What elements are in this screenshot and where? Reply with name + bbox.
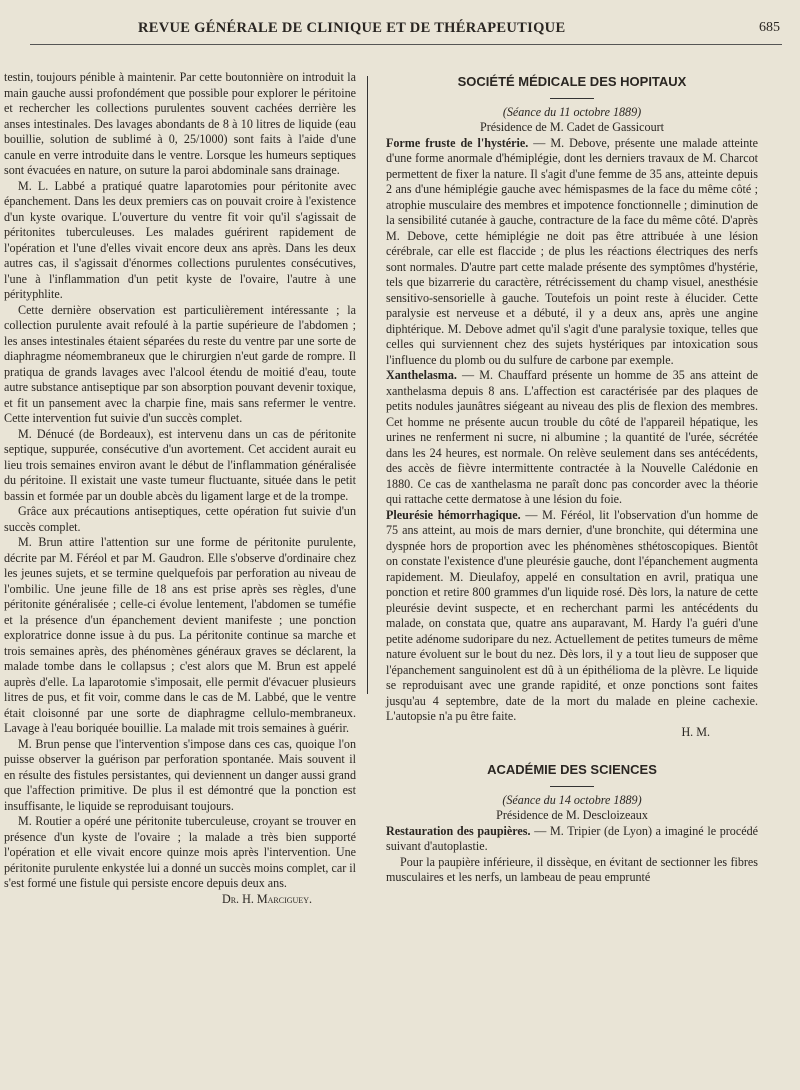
paragraph: M. Routier a opéré une péritonite tuberculeuse, croyant se trouver en présence d'un kyste de l'ovaire ; la malade a très bien supporté l'opération et elle vivait encore quinze mois après l'intervention. Une péritonite purulente enkystée lui a donné un succès moins complet, car il s'est formé une fistule qui persiste encore depuis deux ans. (4, 814, 356, 890)
article (386, 136, 758, 369)
section-rule (550, 98, 594, 99)
article (386, 508, 758, 725)
section-heading: SOCIÉTÉ MÉDICALE DES HOPITAUX (457, 74, 687, 89)
section-rule (550, 786, 594, 787)
article-title: Forme fruste de l'hystérie. (386, 135, 529, 150)
page-header (30, 16, 800, 46)
paragraph: M. Brun pense que l'intervention s'impose dans ces cas, quoique l'on puisse observer la guérison par perforation spontanée. Mais souvent il en résulte des fistules persistantes, qui deviennent un danger aussi grand que l'affection primitive. De plus il est démontré que la ponction est insuffisante, le liquide se reproduisant toujours. (4, 736, 356, 813)
session-date: (Séance du 14 octobre 1889) (502, 792, 642, 807)
session-date: (Séance du 11 octobre 1889) (502, 104, 642, 119)
header-rule (30, 44, 782, 45)
paragraph: M. Dénucé (de Bordeaux), est intervenu dans un cas de péritonite septique, suppurée, consécutive d'un avortement. Cet accident aurait eu lieu trois semaines environ avant le début de l'inflammation généralisée du péritoine. Il existait une vaste tumeur fluctuante, située dans le petit bassin et formée par un double abcès du ligament large et de la trompe. (4, 426, 356, 503)
author-initials: H. M. (681, 724, 710, 739)
article-title: Restauration des paupières. (386, 823, 531, 838)
paragraph: Cette dernière observation est particulièrement intéressante ; la collection purulente avait refoulé à la partie supérieure de l'abdomen ; les anses intestinales étaient séparées du reste du ventre par une sorte de diaphragme néomembraneux que le chirurgien n'eut garde de rompre. Il pratiqua de grands lavages avec l'alcool étendu de moitié d'eau, toute autre substance antiseptique par son absorption pouvant devenir toxique, et fit un pansement avec la charpie fine, mais sans refermer le ventre. Cette intervention fut suivie d'un succès complet. (4, 302, 356, 425)
running-title: REVUE GÉNÉRALE DE CLINIQUE ET DE THÉRAPEUTIQUE (138, 20, 566, 36)
initials-line (386, 725, 758, 741)
paragraph: Grâce aux précautions antiseptiques, cette opération fut suivie d'un succès complet. (4, 504, 356, 534)
paragraph: testin, toujours pénible à maintenir. Par cette boutonnière on introduit la main gauche aussi profondément que possible pour explorer le péritoine et rechercher les collections purulentes souvent cachées derrière les anses intestinales. Des lavages abondants de 8 à 10 litres de liquide (eau bouillie, solution de sublimé à 0, 25/1000) sont faits à l'aide d'une canule en verre introduite dans le ventre. Lorsque les humeurs septiques sont évacuées en nature, on suture la paroi abdominale sans drainage. (4, 70, 356, 177)
section-heading: ACADÉMIE DES SCIENCES (487, 762, 657, 777)
presidence-line: Présidence de M. Descloizeaux (496, 808, 648, 822)
right-column (386, 70, 758, 886)
article-text: — M. Debove, présente une malade atteinte d'une forme anormale d'hémiplégie, dont les derniers travaux de M. Charcot permettent de fixer la nature. Il s'agit d'une femme de 35 ans, atteinte depuis 2 ans d'une hémiplégie gauche avec hémispasmes de la face du même côté ; atrophie musculaire des membres et impotence fonctionnelle ; diminution de la sensibilité cutanée à gauche, contracture de la face du même côté. D'après M. Debove, cette hémiplégie ne doit pas être attribuée à une lésion cérébrale, car elle est flaccide ; de plus les réactions électriques des nerfs sont normales. D'autre part cette malade présente des symptômes d'hystérie, tels que bizarrerie du caractère, rétrécissement du champ visuel, anesthésie sensitivo-sensorielle à gauche. Toutefois un point reste à élucider. Cette paralysie est nerveuse et a débuté, il y a deux ans, après une angine diphtérique. M. Debove admet qu'il s'agit d'une paralysie toxique, telles que celles qui surviennent chez des sujets hystériques par intoxication sous l'influence du plomb ou du sulfure de carbone par exemple. (386, 135, 758, 367)
paragraph: M. Brun attire l'attention sur une forme de péritonite purulente, décrite par M. Féréol et par M. Gaudron. Elle s'observe d'ordinaire chez les jeunes sujets, et se termine quelquefois par perforation au niveau de l'ombilic. Une jeune fille de 18 ans est prise après ses règles, d'une péritonite généralisée ; celle-ci évolue lentement, l'abdomen se tuméfie et la présence d'un épanchement devient manifeste ; une ponction exploratrice donne issue à du pus. La péritonite continue sa marche et trois semaines après, des phénomènes généraux graves se déclarent, la malade tombe dans le collapsus ; c'est alors que M. Brun est appelé auprès d'elle. La laparotomie s'imposait, elle permit d'évacuer plusieurs litres de pus, et fit voir, comme dans le cas de M. Labbé, que le ventre était cloisonné par une sorte de diaphragme cellulo-membraneux. Lavage à l'eau boriquée bouillie. La malade mit trois semaines à guérir. (4, 535, 356, 735)
article (386, 824, 758, 855)
article-title: Pleurésie hémorrhagique. (386, 507, 521, 522)
article-continuation: Pour la paupière inférieure, il dissèque, en évitant de sectionner les fibres musculaires et les nerfs, un lambeau de peau emprunté (386, 854, 758, 884)
article (386, 368, 758, 508)
article-text: — M. Chauffard présente un homme de 35 ans atteint de xanthelasma depuis 8 ans. L'affection est caractérisée par des plaques de petits nodules jaunâtres siégeant au niveau des plis de flexion des membres. Cet homme ne présente aucun trouble du côté de l'appareil hépatique, les urines ne renferment ni sucre, ni albumine ; la quantité de l'urée, sécrétée dans les 24 heures, est normale. On relève seulement dans ses antécédents, des accès de fièvre intermittente contractée à la Nouvelle Calédonie en 1880. Ce cas de xanthelasma ne paraît donc pas concorder avec la théorie qui rattache cette dermatose à une lésion du foie. (386, 368, 758, 506)
article-text: — M. Féréol, lit l'observation d'un homme de 75 ans atteint, au mois de mars dernier, d'une bronchite, qui détermina une dyspnée hors de proportion avec les phénomènes sthétoscopiques. Bientôt on constate l'existence d'une pleurésie gauche, dont l'épanchement augmenta rapidement. M. Dieulafoy, appelé en consultation en avril, pratiqua une ponction et retire 800 grammes d'un liquide rosé. Dès lors, la nature de cette pleurésie devint suspecte, et en recherchant parmi les antécédents du malade, on constata que, quatre ans auparavant, M. Hardy l'a guéri d'une petite adénome sudoripare du nez. Actuellement de petites tumeurs de même nature évoluent sur le bout du nez. Dès lors, il y a tout lieu de supposer que l'épanchement sanguinolent est dû à un épithélioma de la plèvre. Le liquide se reproduisant avec une grande rapidité, et onze ponctions sont faites jusqu'au 4 septembre, date de la mort du malade en pleine cachexie. L'autopsie n'a pu être faite. (386, 507, 758, 723)
article-text: — M. Tripier (de Lyon) a imaginé le procédé suivant d'autoplastie. (386, 823, 758, 853)
page-number: 685 (759, 20, 780, 35)
author-signature: Dr. H. Marciguey. (221, 891, 312, 906)
presidence-line: Présidence de M. Cadet de Gassicourt (479, 120, 665, 134)
paragraph: M. L. Labbé a pratiqué quatre laparotomies pour péritonite avec épanchement. Dans les deux premiers cas on pouvait croire à l'existence d'un kyste ovarique. L'ouverture du ventre fit voir qu'il s'agissait de péritonites tuberculeuses. Les malades guérirent rapidement de l'opération et l'une d'elles vivait encore deux ans après. Dans les deux autres cas, il s'agissait d'énormes collections purulentes consécutives, l'une à l'inflammation d'un petit kyste de l'ovaire, l'autre à une pérityphlite. (4, 178, 356, 301)
left-column (4, 70, 356, 907)
column-divider (367, 76, 368, 694)
article-title: Xanthelasma. (386, 368, 457, 382)
